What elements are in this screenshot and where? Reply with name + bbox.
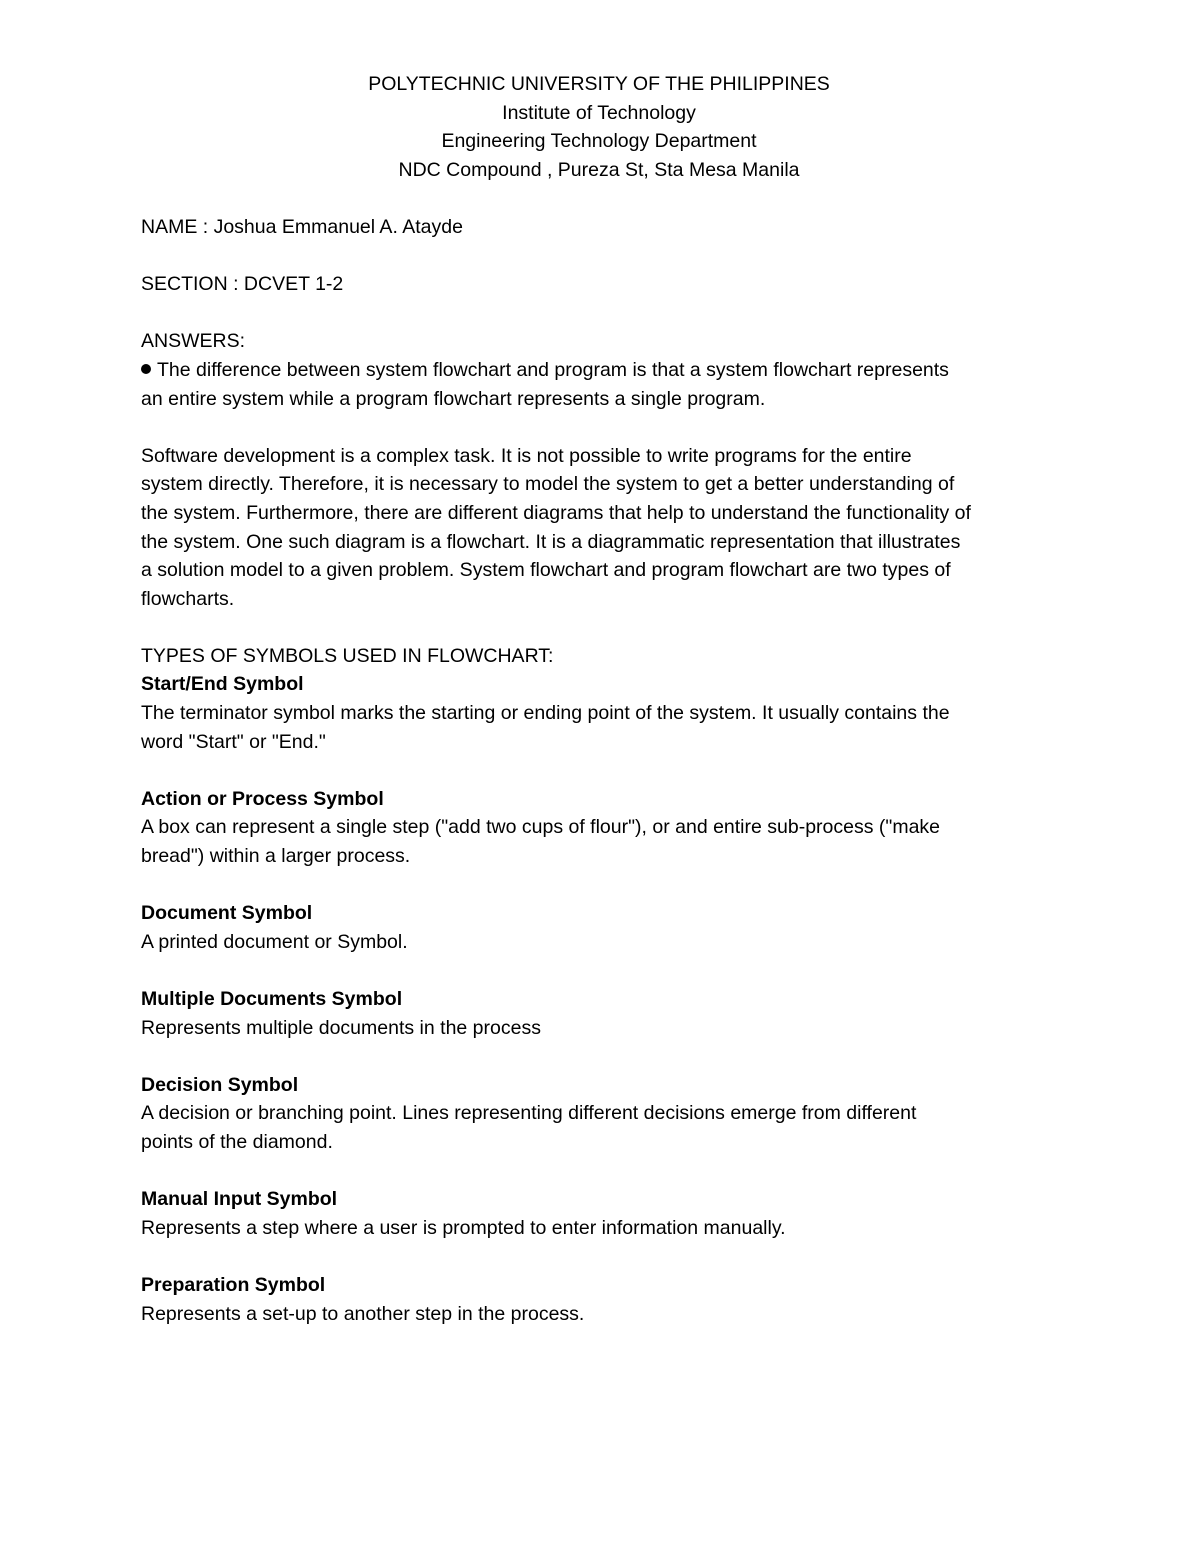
answer-bullet (141, 356, 1071, 413)
spacer (141, 1042, 1071, 1071)
document-page (141, 70, 1071, 1328)
paragraph-line: Software development is a complex task. It is not possible to write programs for the entire (141, 444, 912, 467)
symbol-description-line: A decision or branching point. Lines representing different decisions emerge from different (141, 1102, 917, 1125)
spacer (141, 1157, 1071, 1186)
spacer (141, 413, 1071, 442)
symbol-description-line: A printed document or Symbol. (141, 930, 408, 953)
symbol-preparation (141, 1271, 1071, 1328)
spacer (141, 184, 1071, 213)
symbol-action-process (141, 785, 1071, 871)
symbol-description-line: bread") within a larger process. (141, 845, 411, 868)
answers-label: ANSWERS: (141, 330, 246, 353)
university-name: POLYTECHNIC UNIVERSITY OF THE PHILIPPINES (368, 73, 830, 95)
symbol-title: Start/End Symbol (141, 673, 304, 696)
paragraph-line: the system. One such diagram is a flowchart. It is a diagrammatic representation that illustrates (141, 530, 961, 553)
symbol-description-line: Represents multiple documents in the process (141, 1016, 541, 1039)
symbol-description-line: points of the diamond. (141, 1130, 333, 1153)
paragraph-line: a solution model to a given problem. System flowchart and program flowchart are two types of (141, 559, 951, 582)
symbol-description-line: A box can represent a single step ("add two cups of flour"), or and entire sub-process ("make (141, 816, 941, 839)
paragraph-line: system directly. Therefore, it is necessary to model the system to get a better understanding of (141, 473, 955, 496)
symbol-description-line: Represents a set-up to another step in the process. (141, 1302, 585, 1325)
symbol-description-line: Represents a step where a user is prompted to enter information manually. (141, 1216, 786, 1239)
symbol-title: Preparation Symbol (141, 1273, 326, 1296)
explanation-paragraph (141, 442, 1071, 614)
institute-name: Institute of Technology (502, 101, 696, 124)
symbol-manual-input (141, 1185, 1071, 1242)
document-header (141, 70, 1057, 184)
symbol-multiple-documents (141, 985, 1071, 1042)
paragraph-line: the system. Furthermore, there are different diagrams that help to understand the functionality of (141, 501, 971, 524)
symbol-description-line: The terminator symbol marks the starting or ending point of the system. It usually contains the (141, 702, 950, 725)
department-name: Engineering Technology Department (441, 130, 757, 153)
symbol-title: Decision Symbol (141, 1073, 299, 1096)
symbol-decision (141, 1071, 1071, 1157)
symbol-start-end (141, 670, 1071, 756)
symbol-title: Multiple Documents Symbol (141, 988, 403, 1010)
bullet-text-1: The difference between system flowchart and program is that a system flowchart represents (157, 358, 949, 381)
symbols-heading: TYPES OF SYMBOLS USED IN FLOWCHART: (141, 644, 554, 667)
spacer (141, 956, 1071, 985)
spacer (141, 299, 1071, 328)
spacer (141, 871, 1071, 900)
bullet-line (141, 356, 1071, 385)
student-name: NAME : Joshua Emmanuel A. Atayde (141, 215, 463, 238)
spacer (141, 242, 1071, 271)
spacer (141, 756, 1071, 785)
spacer (141, 1242, 1071, 1271)
symbol-title: Document Symbol (141, 902, 313, 925)
symbol-title: Action or Process Symbol (141, 787, 384, 810)
spacer (141, 613, 1071, 642)
bullet-text-2: an entire system while a program flowchart represents a single program. (141, 387, 766, 410)
symbol-title: Manual Input Symbol (141, 1188, 338, 1211)
symbol-document (141, 899, 1071, 956)
paragraph-line: flowcharts. (141, 587, 235, 610)
campus-address: NDC Compound , Pureza St, Sta Mesa Manila (398, 158, 800, 181)
bullet-icon (141, 364, 151, 374)
symbol-description-line: word "Start" or "End." (141, 730, 326, 753)
student-section: SECTION : DCVET 1-2 (141, 273, 344, 296)
